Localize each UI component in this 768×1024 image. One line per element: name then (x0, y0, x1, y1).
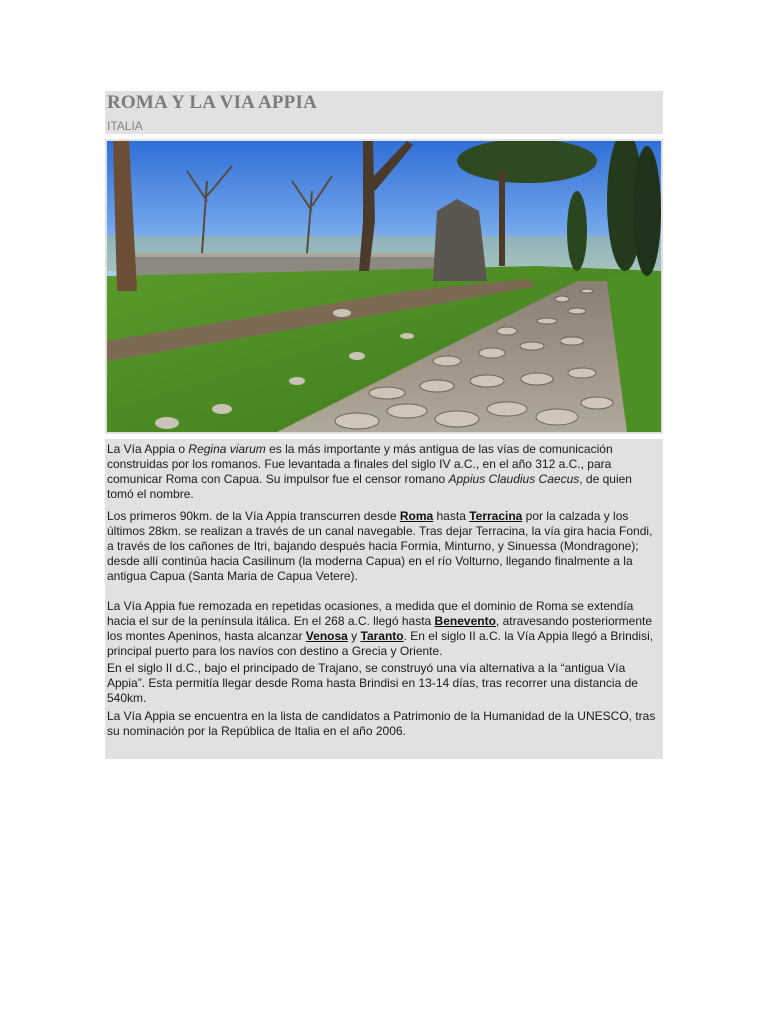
link-taranto[interactable]: Taranto (360, 629, 404, 643)
link-roma[interactable]: Roma (399, 509, 434, 523)
title-block (105, 91, 663, 134)
page-title: ROMA Y LA VIA APPIA (107, 92, 318, 113)
link-benevento[interactable]: Benevento (434, 614, 496, 628)
link-venosa[interactable]: Venosa (305, 629, 348, 643)
via-appia-photo (107, 141, 661, 432)
paragraph-5: La Vía Appia se encuentra en la lista de candidatos a Patrimonio de la Humanidad de la UNESCO, tras su nominación por la República de Italia en el año 2006. (107, 709, 656, 738)
article-body (105, 439, 663, 759)
paragraph-4: En el siglo II d.C., bajo el principado de Trajano, se construyó una vía alternativa a la “antigua Vía Appia”. Esta permitía llegar desde Roma hasta Brindisi en 13-14 días, tras recorrer una distancia de 540km. (107, 661, 638, 705)
paragraph-1: La Vía Appia o Regina viarum es la más importante y más antigua de las vías de comunicación construidas por los romanos. Fue levantada a finales del siglo IV a.C., en el año 312 a.C., para comunicar Roma con Capua. Su impulsor fue el censor romano Appius Claudius Caecus, de quien tomó el nombre. (107, 442, 632, 501)
link-terracina[interactable]: Terracina (469, 509, 523, 523)
paragraph-2: Los primeros 90km. de la Vía Appia transcurren desde Roma hasta Terracina por la calzada y los últimos 28km. se realizan a través de un canal navegable. Tras dejar Terracina, la vía gira hacia Fondi, a través de los cañones de Itri, bajando después hacia Formia, Minturno, y Sinuessa (Mondragone); desde allí continúa hacia Casilinum (la moderna Capua) en el río Volturno, llegando finalmente a la antigua Capua (Santa Maria de Capua Vetere). (107, 509, 653, 583)
photo-frame (105, 139, 663, 434)
page-subtitle: ITALIA (107, 119, 143, 133)
paragraph-3: La Vía Appia fue remozada en repetidas ocasiones, a medida que el dominio de Roma se extendía hacia el sur de la península itálica. En el 268 a.C. llegó hasta Benevento, atravesando posteriormente los montes Apeninos, hasta alcanzar Venosa y Taranto. En el siglo II a.C. la Vía Appia llegó a Brindisi, principal puerto para los navíos con destino a Grecia y Oriente. (107, 599, 654, 658)
